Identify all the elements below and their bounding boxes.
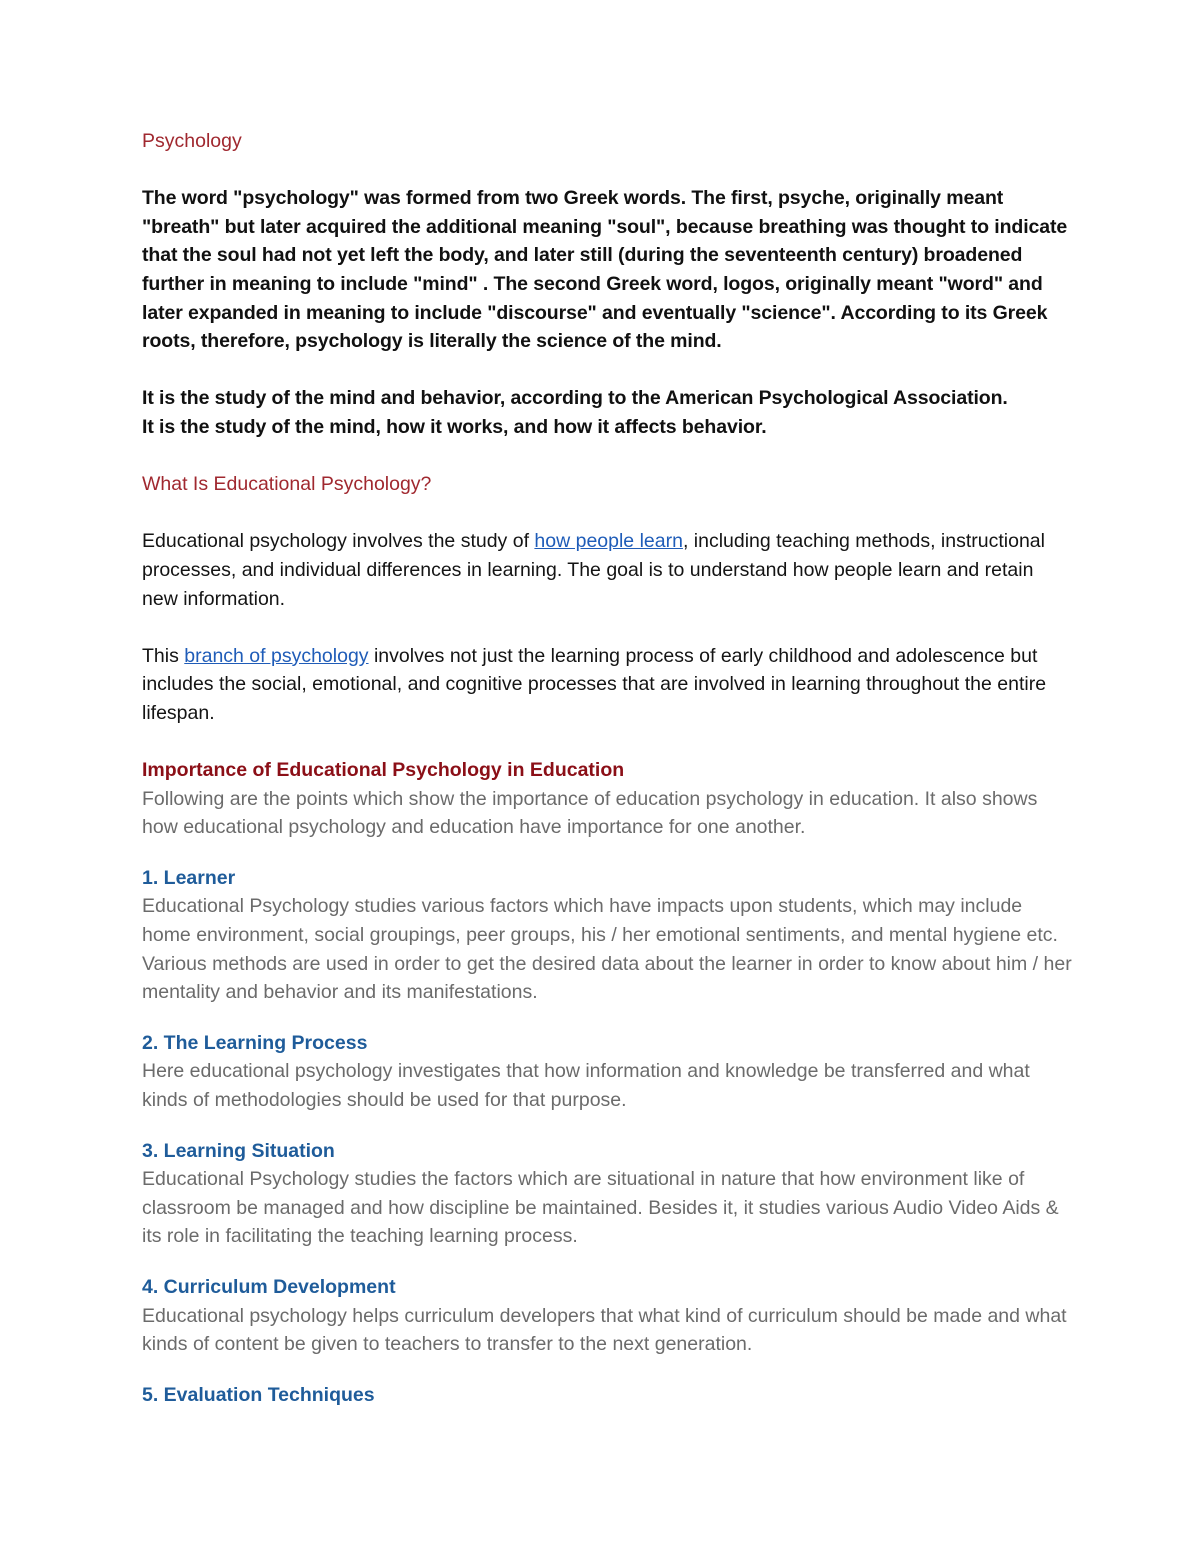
point-text-curriculum-development: Educational psychology helps curriculum developers that what kind of curriculum should be made and what kinds of content be given to teachers to transfer to the next generation. (142, 1304, 1067, 1356)
paragraph-branch-text-before: This (142, 644, 185, 667)
branch-of-psychology-link[interactable]: branch of psychology (184, 644, 369, 667)
paragraph-mind-definition: It is the study of the mind, how it works, and how it affects behavior. (142, 415, 767, 438)
paragraph-edpsych-intro (142, 527, 1072, 613)
point-title-evaluation-techniques: 5. Evaluation Techniques (142, 1383, 375, 1406)
point-title-learner: 1. Learner (142, 866, 236, 889)
how-people-learn-link[interactable]: how people learn (534, 530, 683, 553)
paragraph-word-origin: The word "psychology" was formed from two Greek words. The first, psyche, originally meant "breath" but later acquired the additional meaning "soul", because breathing was thought to indicate that the soul had not yet left the body, and later still (during the seventeenth century) broadened further in meaning to include "mind" . The second Greek word, logos, originally meant "word" and later expanded in meaning to include "discourse" and eventually "science". According to its Greek roots, therefore, psychology is literally the science of the mind. (142, 187, 1068, 353)
paragraph-importance-intro: Following are the points which show the importance of education psychology in education. It also shows how educational psychology and education have importance for one another. (142, 787, 1038, 839)
paragraph-branch-text-after: involves not just the learning process of early childhood and adolescence but includes the social, emotional, and cognitive processes that are involved in learning throughout the entire lifespan. (142, 644, 1047, 724)
point-text-learning-process: Here educational psychology investigates that how information and knowledge be transferred and what kinds of methodologies should be used for that purpose. (142, 1060, 1030, 1111)
paragraph-edpsych-text-before: Educational psychology involves the study of (142, 530, 535, 553)
point-title-learning-situation: 3. Learning Situation (142, 1139, 335, 1162)
heading-importance: Importance of Educational Psychology in Education (142, 759, 625, 782)
paragraph-apa-definition: It is the study of the mind and behavior, according to the American Psychological Association. (142, 387, 1008, 410)
point-title-curriculum-development: 4. Curriculum Development (142, 1275, 396, 1298)
paragraph-branch (142, 642, 1072, 728)
document-page (142, 127, 1072, 1409)
heading-educational-psychology: What Is Educational Psychology? (142, 473, 432, 496)
point-text-learner: Educational Psychology studies various factors which have impacts upon students, which may include home environment, social groupings, peer groups, his / her emotional sentiments, and mental hygiene etc. Various methods are used in order to get the desired data about the learner in order to know about him / her mentality and behavior and its manifestations. (142, 895, 1072, 1004)
heading-psychology: Psychology (142, 130, 242, 152)
point-title-learning-process: 2. The Learning Process (142, 1031, 368, 1054)
paragraph-edpsych-text-after: , including teaching methods, instructional processes, and individual differences in learning. The goal is to understand how people learn and retain new information. (142, 530, 1045, 610)
point-text-learning-situation: Educational Psychology studies the factors which are situational in nature that how environment like of classroom be managed and how discipline be maintained. Besides it, it studies various Audio Video Aids & its role in facilitating the teaching learning process. (142, 1168, 1059, 1248)
